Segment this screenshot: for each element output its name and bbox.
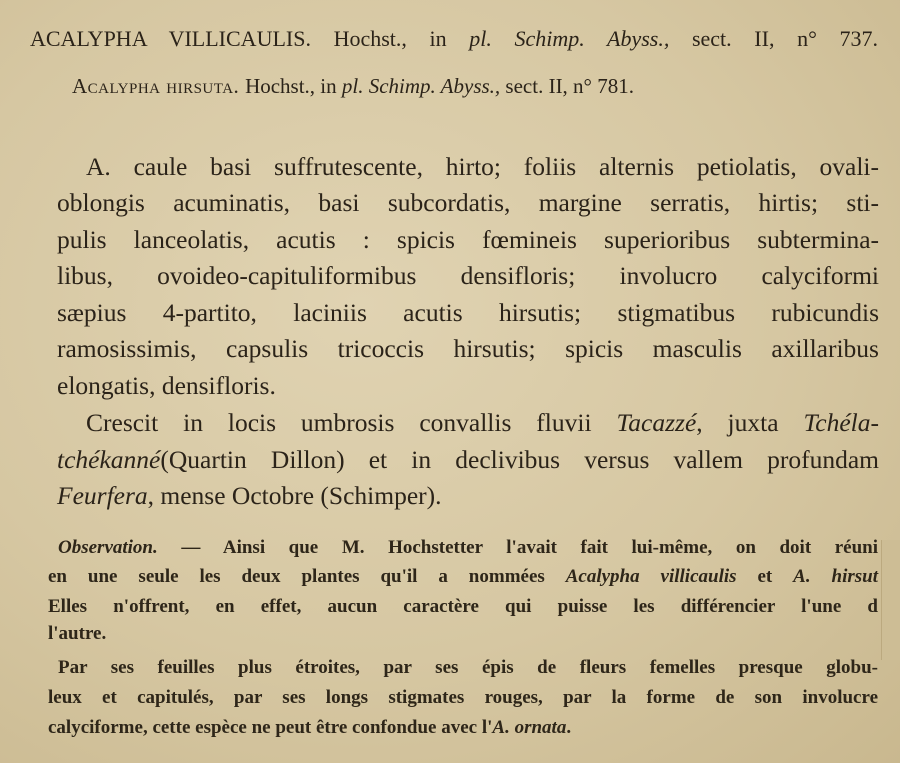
text-line: [48, 717, 878, 739]
text-segment: Observation.: [58, 537, 158, 558]
text-segment: Hochst., in: [245, 74, 342, 98]
text-segment: sect. II, n° 737.: [669, 26, 878, 51]
text-segment: ACALYPHA VILLICAULIS.: [30, 26, 334, 51]
text-line: [57, 225, 879, 255]
text-line: [72, 74, 836, 99]
text-line: [57, 188, 879, 218]
text-segment: A. hirsut: [793, 566, 879, 587]
text-line: [86, 152, 879, 182]
text-segment: leux et capitulés, par ses longs stigmates rouges, par la forme de son involucre: [48, 687, 878, 708]
text-segment: Crescit in locis umbrosis convallis fluvii: [86, 408, 617, 437]
text-segment: Hochst., in: [333, 26, 470, 51]
text-segment: sect. II, n° 781.: [500, 74, 634, 98]
text-segment: Acalypha hirsuta.: [72, 74, 246, 98]
text-line: [57, 298, 879, 328]
text-segment: Elles n'offrent, en effet, aucun caractère qui puisse les différencier l'une d: [48, 596, 878, 617]
text-segment: .: [566, 717, 572, 738]
text-line: [58, 657, 878, 679]
text-segment: A. caule basi suffrutescente, hirto; foliis alternis petiolatis, ovali-: [86, 152, 879, 181]
text-segment: Acalypha villicaulis: [565, 566, 737, 587]
text-line: [86, 408, 879, 438]
text-segment: — Ainsi que M. Hochstetter l'avait fait lui-même, on doit réuni: [157, 537, 878, 558]
text-line: [48, 687, 878, 709]
text-segment: oblongis acuminatis, basi subcordatis, margine serratis, hirtis; sti-: [57, 188, 879, 217]
text-line: [57, 481, 879, 511]
text-line: [48, 623, 878, 645]
text-segment: l'autre.: [48, 623, 107, 644]
text-segment: sæpius 4-partito, laciniis acutis hirsutis; stigmatibus rubicundis: [57, 298, 879, 327]
page-edge: [881, 540, 900, 660]
text-line: [57, 334, 879, 364]
text-segment: pulis lanceolatis, acutis : spicis fœmineis superioribus subtermina-: [57, 225, 879, 254]
text-line: [48, 596, 878, 618]
text-line: [48, 566, 878, 588]
text-segment: pl. Schimp. Abyss.,: [341, 74, 501, 98]
text-segment: et: [736, 566, 794, 587]
text-segment: , mense Octobre (Schimper).: [147, 481, 442, 510]
text-segment: elongatis, densifloris.: [57, 371, 276, 400]
text-segment: tchékanné: [57, 445, 161, 474]
text-line: [30, 26, 878, 52]
text-segment: en une seule les deux plantes qu'il a nommées: [48, 566, 566, 587]
text-segment: Tacazzé: [616, 408, 697, 437]
text-segment: pl. Schimp. Abyss.,: [469, 26, 670, 51]
text-line: [57, 445, 879, 475]
text-segment: Feurfera: [57, 481, 148, 510]
text-segment: A. ornata: [492, 717, 567, 738]
text-line: [57, 371, 879, 401]
text-segment: ramosissimis, capsulis tricoccis hirsutis; spicis masculis axillaribus: [57, 334, 879, 363]
text-segment: (Quartin Dillon) et in declivibus versus vallem profundam: [160, 445, 879, 474]
text-line: [57, 261, 879, 291]
text-segment: libus, ovoideo-capituliformibus densifloris; involucro calyciformi: [57, 261, 879, 290]
text-segment: Par ses feuilles plus étroites, par ses épis de fleurs femelles presque globu-: [58, 657, 878, 678]
text-line: [58, 537, 878, 559]
text-segment: Tchéla-: [803, 408, 879, 437]
text-segment: , juxta: [696, 408, 804, 437]
text-segment: calyciforme, cette espèce ne peut être confondue avec l': [48, 717, 493, 738]
